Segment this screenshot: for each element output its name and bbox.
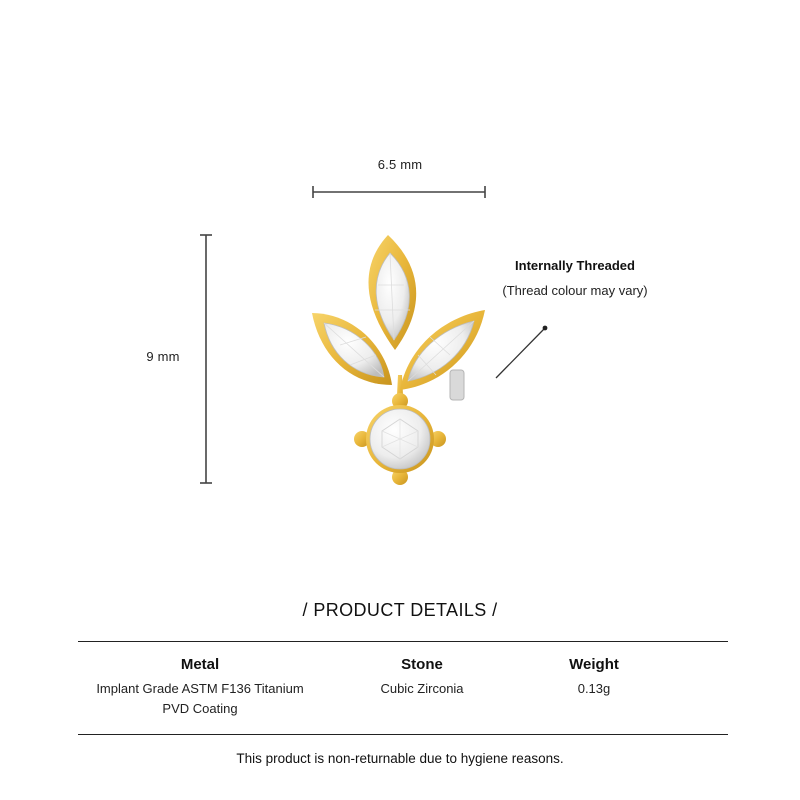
metal-value-line1: Implant Grade ASTM F136 Titanium <box>96 681 304 696</box>
weight-label: Weight <box>569 656 619 673</box>
weight-column <box>494 656 694 699</box>
return-policy-note: This product is non-returnable due to hygiene reasons. <box>236 751 564 766</box>
width-label: 6.5 mm <box>377 157 423 172</box>
product-details-heading: / PRODUCT DETAILS / <box>302 600 498 620</box>
details-divider-top <box>78 641 728 642</box>
stone-value: Cubic Zirconia <box>380 681 464 696</box>
stone-label: Stone <box>401 656 443 673</box>
callout-subtitle: (Thread colour may vary) <box>502 283 648 298</box>
stone-column <box>322 656 522 699</box>
callout-pointer-line <box>490 320 554 384</box>
metal-column <box>60 656 340 719</box>
width-dimension-line <box>306 182 492 202</box>
details-divider-bottom <box>78 734 728 735</box>
metal-label: Metal <box>180 656 220 673</box>
height-dimension-line <box>196 228 216 490</box>
weight-value: 0.13g <box>577 681 611 696</box>
metal-value-line2: PVD Coating <box>162 701 238 716</box>
height-label: 9 mm <box>146 349 180 364</box>
callout-title: Internally Threaded <box>515 258 635 273</box>
